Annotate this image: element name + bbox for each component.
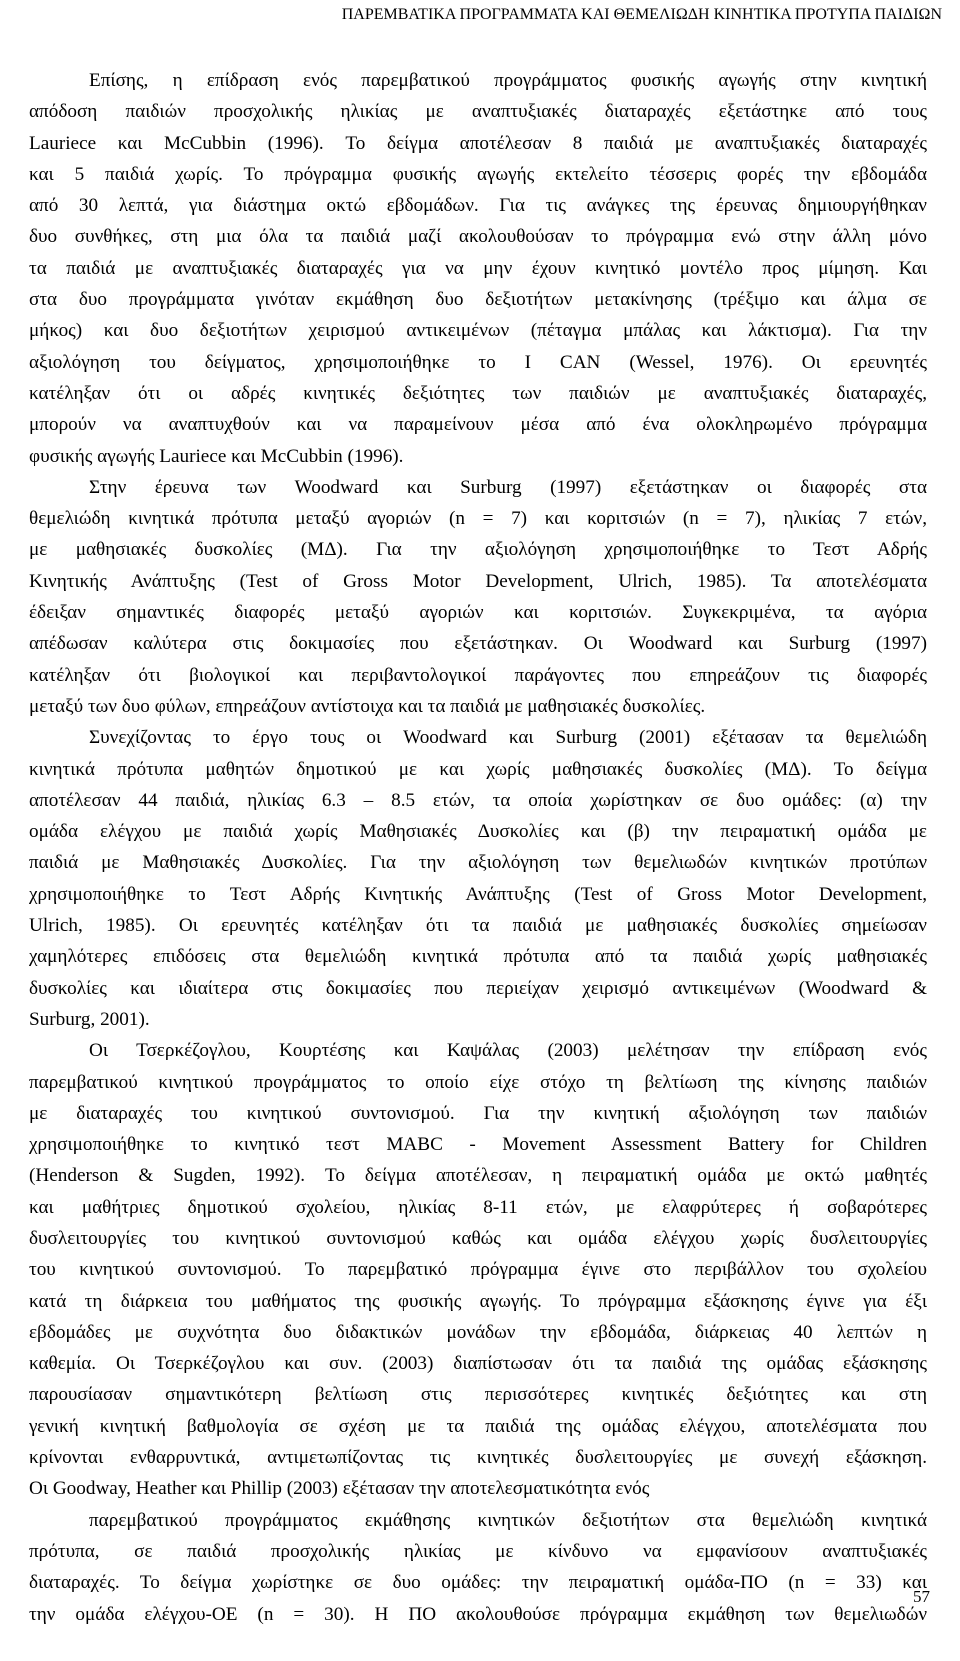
text-line: Κινητικής Ανάπτυξης (Test of Gross Motor Development, Ulrich, 1985). Τα αποτελέσματα xyxy=(29,570,927,592)
text-line: απόδοση παιδιών προσχολικής ηλικίας με αναπτυξιακές διαταραχές εξετάστηκε από τους xyxy=(29,101,927,123)
text-line: Στην έρευνα των Woodward και Surburg (1997) εξετάστηκαν οι διαφορές στα xyxy=(89,476,927,498)
text-line: χρησιμοποιήθηκε το κινητικό τεστ MABC - Movement Assessment Battery for Children xyxy=(29,1134,927,1156)
text-line: και 5 παιδιά χωρίς. Το πρόγραμμα φυσικής αγωγής εκτελείτο τέσσερις φορές την εβδομάδα xyxy=(29,163,927,185)
text-line: εβδομάδες με συχνότητα δυο διδακτικών μονάδων την εβδομάδα, διάρκειας 40 λεπτών η xyxy=(29,1321,927,1343)
text-line: Επίσης, η επίδραση ενός παρεμβατικού προγράμματος φυσικής αγωγής στην κινητική xyxy=(89,70,927,91)
text-line: δυσλειτουργίες του κινητικού συντονισμού καθώς και ομάδα ελέγχου χωρίς δυσλειτουργίες xyxy=(29,1227,927,1249)
text-line xyxy=(29,1630,927,1661)
text-line: Οι Τσερκέζογλου, Κουρτέσης και Καψάλας (2003) μελέτησαν την επίδραση ενός xyxy=(89,1040,927,1062)
text-line: πρότυπα, σε παιδιά προσχολικής ηλικίας με κίνδυνο να εμφανίσουν αναπτυξιακές xyxy=(29,1540,927,1562)
text-line: χαμηλότερες επιδόσεις στα θεμελιώδη κινητικά πρότυπα από τα παιδιά χωρίς μαθησιακές xyxy=(29,946,927,968)
text-line: από 30 λεπτά, για διάστημα οκτώ εβδομάδων. Για τις ανάγκες της έρευνας δημιουργήθηκαν xyxy=(29,195,927,217)
text-line: μήκος) και δυο δεξιοτήτων χειρισμού αντικειμένων (πέταγμα μπάλας και λάκτισμα). Για την xyxy=(29,320,927,342)
text-line: με μαθησιακές δυσκολίες (ΜΔ). Για την αξιολόγηση χρησιμοποιήθηκε το Τεστ Αδρής xyxy=(29,539,927,561)
text-line: του κινητικού συντονισμού. Το παρεμβατικό πρόγραμμα έγινε στο περιβάλλον του σχολείου xyxy=(29,1259,927,1281)
text-line: καθεμία. Οι Τσερκέζογλου και συν. (2003) διαπίστωσαν ότι τα παιδιά της ομάδας εξάσκησης xyxy=(29,1353,927,1375)
text-line: παρεμβατικού προγράμματος εκμάθησης κινητικών δεξιοτήτων στα θεμελιώδη κινητικά xyxy=(89,1509,927,1531)
text-line: χρησιμοποιήθηκε το Τεστ Αδρής Κινητικής Ανάπτυξης (Test of Gross Motor Development, xyxy=(29,883,927,905)
text-line: (Henderson & Sugden, 1992). Το δείγμα αποτέλεσαν, η πειραματική ομάδα με οκτώ μαθητές xyxy=(29,1165,927,1187)
text-line: διαταραχές. Το δείγμα χωρίστηκε σε δυο ομάδες: την πειραματική ομάδα-ΠΟ (n = 33) και xyxy=(29,1572,927,1594)
text-line: γενική κινητική βαθμολογία σε σχέση με τα παιδιά της ομάδας ελέγχου, αποτελέσματα που xyxy=(29,1415,927,1437)
text-line: δυο συνθήκες, στη μια όλα τα παιδιά μαζί ακολουθούσαν το πρόγραμμα ενώ στην άλλη μόνο xyxy=(29,226,927,248)
text-line: μεταξύ των δυο φύλων, επηρεάζουν αντίστοιχα και τα παιδιά με μαθησιακές δυσκολίες. xyxy=(29,695,706,717)
text-line: και μαθήτριες δημοτικού σχολείου, ηλικίας 8-11 ετών, με ελαφρύτερες ή σοβαρότερες xyxy=(29,1196,927,1218)
running-header: ΠΑΡΕΜΒΑΤΙΚΑ ΠΡΟΓΡΑΜΜΑΤΑ ΚΑΙ ΘΕΜΕΛΙΩΔΗ ΚΙΝΗΤΙΚΑ ΠΡΟΤΥΠΑ ΠΑΙΔΙΩΝ xyxy=(341,6,942,23)
text-line: παιδιά με Μαθησιακές Δυσκολίες. Για την αξιολόγηση των θεμελιωδών κινητικών προτύπων xyxy=(29,852,927,874)
text-line: έδειξαν σημαντικές διαφορές μεταξύ αγοριών και κοριτσιών. Συγκεκριμένα, τα αγόρια xyxy=(29,602,927,624)
text-line: στα δυο προγράμματα γινόταν εκμάθηση δυο δεξιοτήτων μετακίνησης (τρέξιμο και άλμα σε xyxy=(29,289,927,311)
text-line: μπορούν να αναπτυχθούν και να παραμείνουν μέσα από ένα ολοκληρωμένο πρόγραμμα xyxy=(29,414,927,436)
text-line: αποτέλεσαν 44 παιδιά, ηλικίας 6.3 – 8.5 ετών, τα οποία χωρίστηκαν σε δυο ομάδες: (α) την xyxy=(29,789,927,811)
text-line: παρουσίασαν σημαντικότερη βελτίωση στις περισσότερες κινητικές δεξιότητες και στη xyxy=(29,1384,927,1406)
text-line: Surburg, 2001). xyxy=(29,1008,150,1030)
text-line: απέδωσαν καλύτερα στις δοκιμασίες που εξετάστηκαν. Οι Woodward και Surburg (1997) xyxy=(29,633,927,655)
text-line: ομάδα ελέγχου με παιδιά χωρίς Μαθησιακές Δυσκολίες και (β) την πειραματική ομάδα με xyxy=(29,821,927,843)
text-line: την ομάδα ελέγχου-ΟΕ (n = 30). Η ΠΟ ακολουθούσε πρόγραμμα εκμάθηση των θεμελιωδών xyxy=(29,1603,927,1625)
body-text xyxy=(29,65,927,1661)
text-line: κρίνονται ενθαρρυντικά, αντιμετωπίζοντας τις κινητικές δυσλειτουργίες με συνεχή εξάσκηση. xyxy=(29,1447,927,1469)
text-line: δυσκολίες και ιδιαίτερα στις δοκιμασίες που περιείχαν χειρισμό αντικειμένων (Woodward & xyxy=(29,977,927,999)
text-line: κινητικά πρότυπα μαθητών δημοτικού με και χωρίς μαθησιακές δυσκολίες (ΜΔ). Το δείγμα xyxy=(29,758,927,780)
text-line: κατέληξαν ότι βιολογικοί και περιβαντολογικοί παράγοντες που επηρεάζουν τις διαφορές xyxy=(29,664,927,686)
text-line: κατέληξαν ότι οι αδρές κινητικές δεξιότητες των παιδιών με αναπτυξιακές διαταραχές, xyxy=(29,382,927,404)
text-line: Συνεχίζοντας το έργο τους οι Woodward και Surburg (2001) εξέτασαν τα θεμελιώδη xyxy=(89,727,927,749)
text-line: Lauriece και McCubbin (1996). Το δείγμα αποτέλεσαν 8 παιδιά με αναπτυξιακές διαταραχές xyxy=(29,132,927,154)
text-line: αξιολόγηση του δείγματος, χρησιμοποιήθηκε το I CAN (Wessel, 1976). Οι ερευνητές xyxy=(29,351,927,373)
text-line: παρεμβατικού κινητικού προγράμματος το οποίο είχε στόχο τη βελτίωση της κίνησης παιδιών xyxy=(29,1071,927,1093)
page-number: 57 xyxy=(913,1587,930,1606)
text-line: τα παιδιά με αναπτυξιακές διαταραχές για να μην έχουν κινητικό μοντέλο προς μίμηση. Και xyxy=(29,257,927,279)
text-line: Οι Goodway, Heather και Phillip (2003) εξέτασαν την αποτελεσματικότητα ενός xyxy=(29,1478,650,1500)
text-line: κατά τη διάρκεια του μαθήματος της φυσικής αγωγής. Το πρόγραμμα εξάσκησης έγινε για έξι xyxy=(29,1290,927,1312)
text-line: με διαταραχές του κινητικού συντονισμού. Για την κινητική αξιολόγηση των παιδιών xyxy=(29,1102,927,1124)
text-line: θεμελιώδη κινητικά πρότυπα μεταξύ αγοριών (n = 7) και κοριτσιών (n = 7), ηλικίας 7 ετών, xyxy=(29,508,927,530)
text-line: Ulrich, 1985). Οι ερευνητές κατέληξαν ότι τα παιδιά με μαθησιακές δυσκολίες σημείωσαν xyxy=(29,915,927,937)
text-line: φυσικής αγωγής Lauriece και McCubbin (1996). xyxy=(29,445,404,467)
